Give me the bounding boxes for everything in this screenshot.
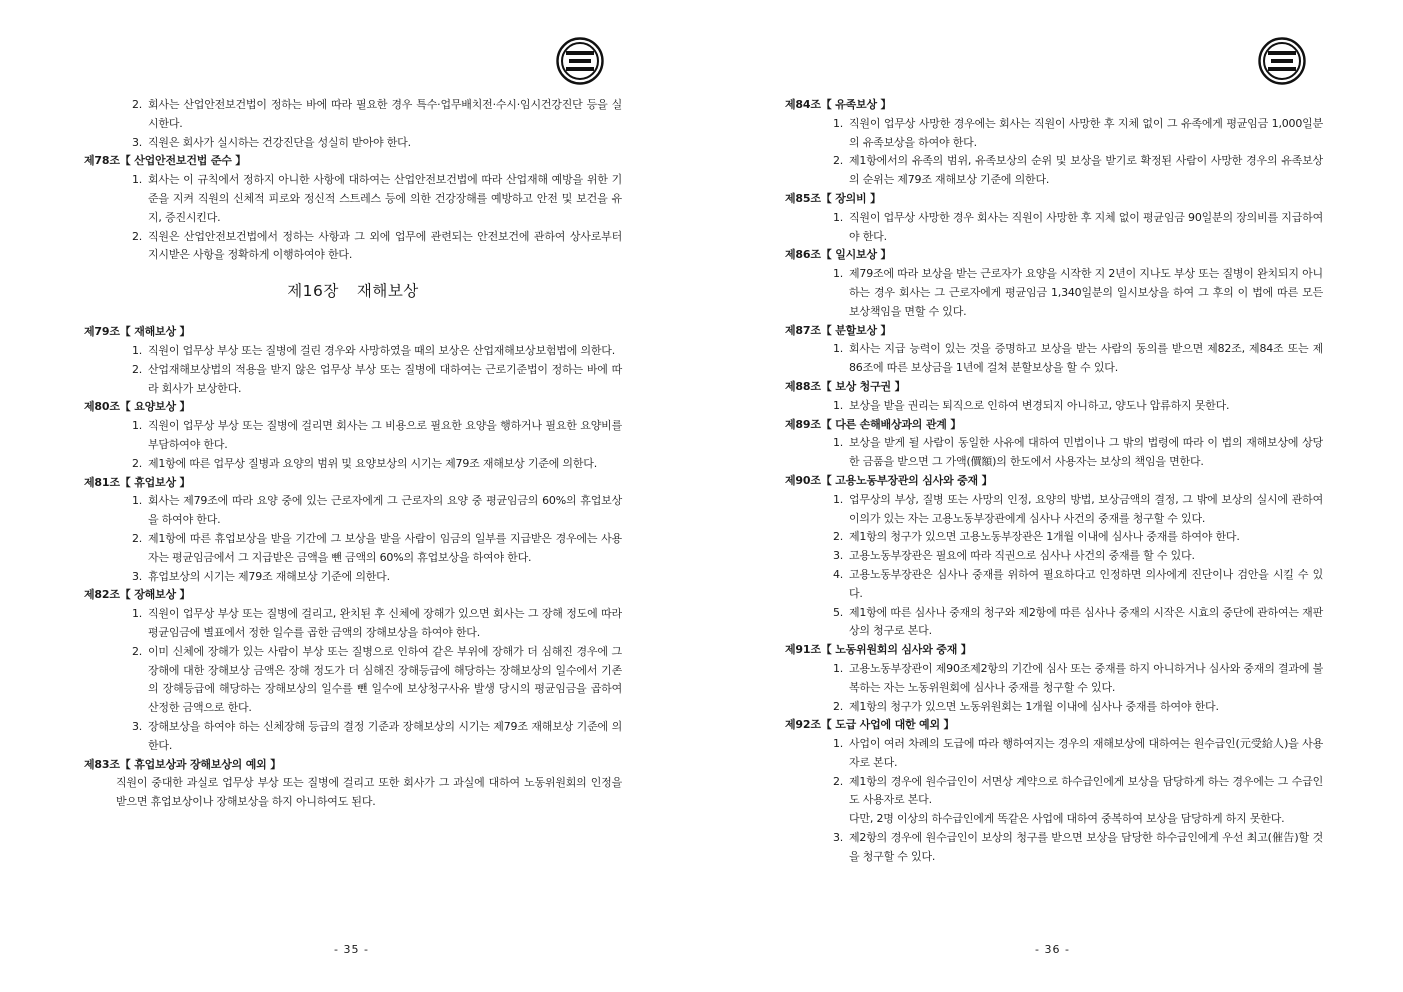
item-number: 1. — [833, 342, 844, 356]
article-title: 제79조【 재해보상 】 — [84, 325, 191, 339]
item-text — [849, 491, 1323, 529]
item-text-content: 보상을 받을 권리는 퇴직으로 인하여 변경되지 아니하고, 양도나 압류하지 못한다. — [849, 398, 1230, 412]
article-title: 제86조【 일시보상 】 — [785, 248, 892, 262]
item-text — [849, 698, 1323, 717]
item-text — [148, 530, 622, 568]
list-item — [785, 209, 1323, 247]
item-text — [849, 660, 1323, 698]
item-number: 5. — [833, 605, 844, 619]
list-item — [84, 568, 622, 587]
item-number: 1. — [132, 607, 143, 621]
list-item — [84, 417, 622, 455]
item-number: 1. — [833, 267, 844, 281]
article-title: 제89조【 다른 손해배상과의 관계 】 — [785, 417, 962, 431]
item-number: 4. — [833, 567, 844, 581]
item-text-content: 제1항에 따른 심사나 중재의 청구와 제2항에 따른 심사나 중재의 시작은 시효의 중단에 관하여는 재판상의 청구로 본다. — [849, 605, 1323, 638]
page-number: - 35 - — [334, 943, 369, 956]
list-item — [785, 604, 1323, 642]
page-35 — [0, 0, 701, 992]
item-text — [849, 265, 1323, 321]
item-text — [849, 829, 1323, 867]
list-item — [84, 228, 622, 266]
item-text-content: 제1항의 경우에 원수급인이 서면상 계약으로 하수급인에게 보상을 담당하게 하는 경우에는 그 수급인도 사용자로 본다. — [849, 774, 1323, 807]
chapter-heading — [84, 279, 622, 303]
item-text-content: 보상을 받게 될 사람이 동일한 사유에 대하여 민법이나 그 밖의 법령에 따라 이 법의 재해보상에 상당한 금품을 받으면 그 가액(價額)의 한도에서 사용자는 보상의 책임을 면한다. — [849, 436, 1323, 469]
item-number: 2. — [833, 774, 844, 788]
item-text — [148, 171, 622, 227]
article-title: 제84조【 유족보상 】 — [785, 98, 892, 111]
item-text-content: 고용노동부장관은 필요에 따라 직권으로 심사나 사건의 중재를 할 수 있다. — [849, 549, 1195, 563]
item-text-content: 업무상의 부상, 질병 또는 사망의 인정, 요양의 방법, 보상금액의 결정, 그 밖에 보상의 실시에 관하여 이의가 있는 자는 고용노동부장관에게 심사나 사건의 중재를 청구할 수 있다. — [849, 492, 1323, 525]
page-number: - 36 - — [1035, 943, 1070, 956]
item-text-content: 직원은 회사가 실시하는 건강진단을 성실히 받아야 한다. — [148, 135, 411, 149]
list-item — [84, 455, 622, 474]
list-item — [785, 773, 1323, 829]
item-text-content: 제1항의 청구가 있으면 노동위원회는 1개월 이내에 심사나 중재를 하여야 한다. — [849, 699, 1219, 713]
article-title: 제82조【 장해보상 】 — [84, 588, 191, 602]
list-item — [785, 491, 1323, 529]
item-text — [148, 492, 622, 530]
item-number: 2. — [132, 531, 143, 545]
item-text — [148, 568, 622, 587]
item-text — [849, 434, 1323, 472]
item-number: 1. — [833, 210, 844, 224]
company-logo-icon — [556, 37, 604, 85]
item-number: 2. — [833, 699, 844, 713]
list-item — [785, 547, 1323, 566]
list-item — [785, 152, 1323, 190]
item-number: 3. — [132, 719, 143, 733]
item-text-content: 휴업보상의 시기는 제79조 재해보상 기준에 의한다. — [148, 569, 390, 583]
item-number: 1. — [833, 661, 844, 675]
page-36 — [701, 0, 1402, 992]
item-number: 1. — [833, 737, 844, 751]
list-item — [785, 735, 1323, 773]
list-item — [785, 434, 1323, 472]
item-text-content: 회사는 산업안전보건법이 정하는 바에 따라 필요한 경우 특수·업무배치전·수시·임시건강진단 등을 실시한다. — [148, 98, 622, 130]
item-number: 3. — [833, 549, 844, 563]
list-item — [84, 643, 622, 718]
list-item — [84, 96, 622, 134]
list-item — [84, 171, 622, 227]
chapter-name: 재해보상 — [356, 282, 419, 301]
item-text — [849, 152, 1323, 190]
list-item — [84, 342, 622, 361]
item-text-content: 고용노동부장관은 심사나 중재를 위하여 필요하다고 인정하면 의사에게 진단이나 검안을 시킬 수 있다. — [849, 567, 1323, 600]
item-text — [849, 115, 1323, 153]
list-item — [785, 265, 1323, 321]
item-text — [148, 228, 622, 266]
article-title: 제78조【 산업안전보건법 준수 】 — [84, 154, 247, 168]
item-text-content: 회사는 지급 능력이 있는 것을 증명하고 보상을 받는 사람의 동의를 받으면 제82조, 제84조 또는 제86조에 따른 보상금을 1년에 걸쳐 분할보상을 할 수 있다. — [849, 342, 1323, 375]
item-text-content: 직원은 산업안전보건법에서 정하는 사항과 그 외에 업무에 관련되는 안전보건에 관하여 상사로부터 지시받은 사항을 정확하게 이행하여야 한다. — [148, 229, 622, 262]
item-text-content: 직원이 업무상 사망한 경우에는 회사는 직원이 사망한 후 지체 없이 그 유족에게 평균임금 1,000일분의 유족보상을 하여야 한다. — [849, 116, 1323, 149]
item-text — [849, 604, 1323, 642]
item-text — [148, 417, 622, 455]
item-text — [849, 528, 1323, 547]
item-text — [148, 361, 622, 399]
item-number: 1. — [132, 419, 143, 433]
item-text-extra: 다만, 2명 이상의 하수급인에게 똑같은 사업에 대하여 중복하여 보상을 담당하게 하지 못한다. — [849, 812, 1285, 826]
item-number: 2. — [132, 98, 143, 111]
item-text-content: 제2항의 경우에 원수급인이 보상의 청구를 받으면 보상을 담당한 하수급인에게 우선 최고(催告)할 것을 청구할 수 있다. — [849, 831, 1323, 863]
item-text-content: 회사는 이 규칙에서 정하지 아니한 사항에 대하여는 산업안전보건법에 따라 산업재해 예방을 위한 기준을 지켜 직원의 신체적 피로와 정신적 스트레스 등에 의한 건강장해를 예방하고 안전 및 보건을 유지, 증진시킨다. — [148, 173, 622, 224]
item-text-content: 장해보상을 하여야 하는 신체장해 등급의 결정 기준과 장해보상의 시기는 제79조 재해보상 기준에 의한다. — [148, 719, 622, 752]
article-title: 제92조【 도급 사업에 대한 예외 】 — [785, 718, 955, 732]
list-item — [785, 528, 1323, 547]
list-item — [84, 530, 622, 568]
item-number: 1. — [833, 116, 844, 130]
item-text — [148, 643, 622, 718]
article-title: 제90조【 고용노동부장관의 심사와 중재 】 — [785, 473, 993, 487]
list-item — [785, 829, 1323, 867]
article-title: 제85조【 장의비 】 — [785, 191, 881, 205]
item-number: 1. — [833, 436, 844, 450]
item-text-content: 제1항의 청구가 있으면 고용노동부장관은 1개월 이내에 심사나 중재를 하여야 한다. — [849, 530, 1240, 544]
item-text-content: 직원이 업무상 사망한 경우 회사는 직원이 사망한 후 지체 없이 평균임금 90일분의 장의비를 지급하여야 한다. — [849, 210, 1323, 243]
list-item — [785, 397, 1323, 416]
item-text — [849, 397, 1323, 416]
article-paragraph: 직원이 중대한 과실로 업무상 부상 또는 질병에 걸리고 또한 회사가 그 과실에 대하여 노동위원회의 인정을 받으면 휴업보상이나 장해보상을 하지 아니하여도 된다. — [116, 776, 622, 809]
article-title: 제88조【 보상 청구권 】 — [785, 379, 906, 393]
list-item — [84, 718, 622, 756]
page-body — [785, 96, 1323, 867]
item-text-content: 직원이 업무상 부상 또는 질병에 걸리고, 완치된 후 신체에 장해가 있으면 회사는 그 장해 정도에 따라 평균임금에 별표에서 정한 일수를 곱한 금액의 장해보상을 하여야 한다. — [148, 607, 622, 639]
article-title: 제80조【 요양보상 】 — [84, 400, 191, 414]
list-item — [84, 492, 622, 530]
list-item — [785, 340, 1323, 378]
item-text — [849, 547, 1323, 566]
item-text-content: 사업이 여러 차례의 도급에 따라 행하여지는 경우의 재해보상에 대하여는 원수급인(元受給人)을 사용자로 본다. — [849, 737, 1323, 769]
item-text — [849, 773, 1323, 829]
list-item — [84, 134, 622, 153]
item-number: 2. — [132, 362, 143, 376]
item-text-content: 제79조에 따라 보상을 받는 근로자가 요양을 시작한 지 2년이 지나도 부상 또는 질병이 완치되지 아니하는 경우 회사는 그 근로자에게 평균임금 1,340일분의 일시보상을 하여 그 후의 이 법에 따른 모든 보상책임을 면할 수 있다. — [849, 267, 1323, 318]
list-item — [84, 361, 622, 399]
item-text-content: 고용노동부장관이 제90조제2항의 기간에 심사 또는 중재를 하지 아니하거나 심사와 중재의 결과에 불복하는 자는 노동위원회에 심사나 중재를 청구할 수 있다. — [849, 661, 1323, 694]
article-title: 제83조【 휴업보상과 장해보상의 예외 】 — [84, 757, 281, 771]
list-item — [785, 660, 1323, 698]
article-title: 제91조【 노동위원회의 심사와 중재 】 — [785, 643, 972, 657]
item-number: 3. — [132, 569, 143, 583]
item-text — [849, 340, 1323, 378]
item-number: 1. — [833, 492, 844, 506]
article-title: 제81조【 휴업보상 】 — [84, 475, 191, 489]
item-number: 1. — [132, 173, 143, 187]
item-text — [148, 96, 622, 134]
item-text-content: 제1항에 따른 업무상 질병과 요양의 범위 및 요양보상의 시기는 제79조 재해보상 기준에 의한다. — [148, 456, 598, 470]
item-number: 2. — [132, 229, 143, 243]
page-body — [84, 96, 622, 812]
item-text — [849, 566, 1323, 604]
chapter-number: 제16장 — [287, 282, 339, 301]
item-number: 1. — [833, 398, 844, 412]
item-text — [849, 735, 1323, 773]
item-number: 2. — [833, 154, 844, 168]
item-number: 2. — [132, 456, 143, 470]
list-item — [785, 698, 1323, 717]
item-number: 3. — [833, 831, 844, 845]
item-text — [148, 134, 622, 153]
item-text-content: 직원이 업무상 부상 또는 질병에 걸린 경우와 사망하였을 때의 보상은 산업재해보상보험법에 의한다. — [148, 343, 616, 357]
item-text-content: 직원이 업무상 부상 또는 질병에 걸리면 회사는 그 비용으로 필요한 요양을 행하거나 필요한 요양비를 부담하여야 한다. — [148, 419, 622, 451]
item-number: 2. — [132, 644, 143, 658]
item-text-content: 회사는 제79조에 따라 요양 중에 있는 근로자에게 그 근로자의 요양 중 평균임금의 60%의 휴업보상을 하여야 한다. — [148, 494, 622, 527]
list-item — [785, 566, 1323, 604]
item-text — [148, 605, 622, 643]
item-text — [148, 455, 622, 474]
item-number: 1. — [132, 494, 143, 508]
item-text-content: 제1항에 따른 휴업보상을 받을 기간에 그 보상을 받을 사람이 임금의 일부를 지급받은 경우에는 사용자는 평균임금에서 그 지급받은 금액을 뺀 금액의 60%의 휴업보상을 하여야 한다. — [148, 531, 622, 564]
item-number: 2. — [833, 530, 844, 544]
item-text — [148, 342, 622, 361]
item-text-content: 이미 신체에 장해가 있는 사람이 부상 또는 질병으로 인하여 같은 부위에 장해가 더 심해진 경우에 그 장해에 대한 장해보상 금액은 장해 정도가 더 심해진 장해등급에 해당하는 장해보상의 일수에서 기존의 장해등급에 해당하는 장해보상의 일수를 뺀 일수에 보상청구사유 발생 당시의 평균임금을 곱하여 산정한 금액으로 한다. — [148, 644, 622, 715]
company-logo-icon — [1258, 37, 1306, 85]
list-item — [785, 115, 1323, 153]
article-title: 제87조【 분할보상 】 — [785, 323, 892, 337]
item-text-content: 제1항에서의 유족의 범위, 유족보상의 순위 및 보상을 받기로 확정된 사람이 사망한 경우의 유족보상의 순위는 제79조 재해보상 기준에 의한다. — [849, 154, 1323, 187]
list-item — [84, 605, 622, 643]
item-number: 3. — [132, 135, 143, 149]
item-number: 1. — [132, 343, 143, 357]
item-text — [148, 718, 622, 756]
item-text — [849, 209, 1323, 247]
item-text-content: 산업재해보상법의 적용을 받지 않은 업무상 부상 또는 질병에 대하여는 근로기준법이 정하는 바에 따라 회사가 보상한다. — [148, 362, 622, 395]
